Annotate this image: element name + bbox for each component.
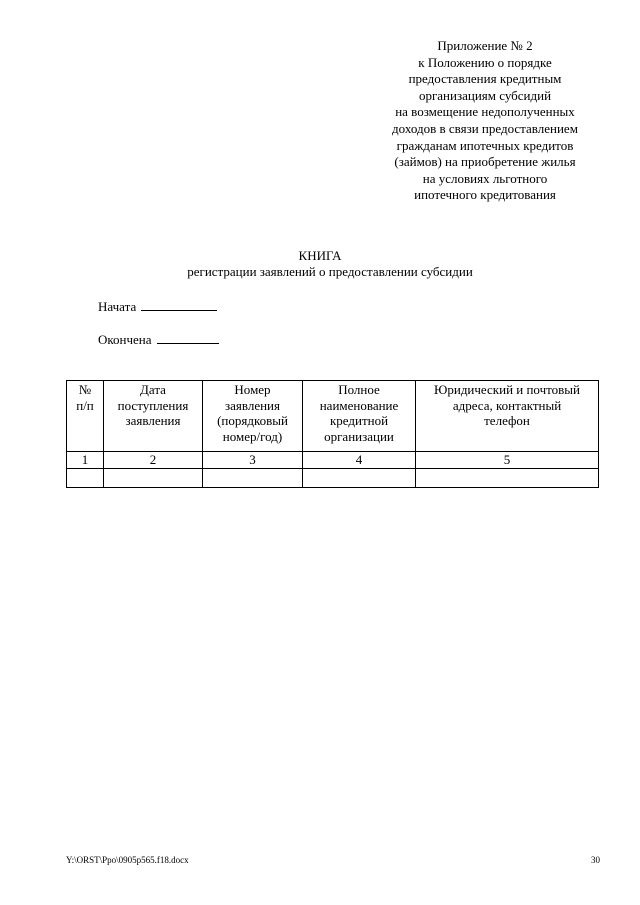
appendix-line: предоставления кредитным bbox=[408, 71, 562, 87]
appendix-line: на возмещение недополученных bbox=[395, 104, 575, 120]
header-cell-date: Дата поступления заявления bbox=[104, 381, 203, 452]
ended-field bbox=[98, 331, 219, 348]
header-cell-organization-name: Полное наименование кредитной организации bbox=[303, 381, 416, 452]
appendix-line: (займов) на приобретение жилья bbox=[394, 154, 576, 170]
appendix-line: Приложение № 2 bbox=[437, 38, 533, 53]
document-title: КНИГА bbox=[298, 248, 342, 263]
empty-cell bbox=[104, 468, 203, 487]
header-cell-address: Юридический и почтовый адреса, контактный телефон bbox=[416, 381, 599, 452]
appendix-line: к Положению о порядке bbox=[418, 54, 552, 70]
appendix-header bbox=[365, 38, 605, 204]
ended-blank-line bbox=[157, 331, 219, 344]
footer-file-path: Y:\ORST\Ppo\0905p565.f18.docx bbox=[66, 855, 189, 865]
empty-cell bbox=[303, 468, 416, 487]
table-row bbox=[67, 468, 599, 487]
column-number-row bbox=[67, 452, 599, 469]
header-cell-application-number: Номер заявления (порядковый номер/год) bbox=[203, 381, 303, 452]
column-number-cell: 4 bbox=[303, 452, 416, 469]
column-number-cell: 3 bbox=[203, 452, 303, 469]
ended-label: Окончена bbox=[98, 332, 152, 347]
started-label: Начата bbox=[98, 299, 137, 314]
empty-cell bbox=[203, 468, 303, 487]
column-number-cell: 5 bbox=[416, 452, 599, 469]
started-blank-line bbox=[141, 298, 217, 311]
appendix-line: гражданам ипотечных кредитов bbox=[396, 137, 574, 153]
document-subtitle: регистрации заявлений о предоставлении субсидии bbox=[187, 264, 473, 279]
appendix-line: ипотечного кредитования bbox=[414, 187, 556, 203]
column-number-cell: 2 bbox=[104, 452, 203, 469]
footer-page-number: 30 bbox=[591, 855, 600, 865]
appendix-line: на условиях льготного bbox=[422, 170, 548, 186]
empty-cell bbox=[416, 468, 599, 487]
table-header-row bbox=[67, 381, 599, 452]
empty-cell bbox=[67, 468, 104, 487]
appendix-line: доходов в связи предоставлением bbox=[392, 120, 578, 136]
registration-table bbox=[66, 380, 599, 488]
column-number-cell: 1 bbox=[67, 452, 104, 469]
started-field bbox=[98, 298, 217, 315]
header-cell-number: № п/п bbox=[67, 381, 104, 452]
appendix-line: организациям субсидий bbox=[418, 87, 552, 103]
